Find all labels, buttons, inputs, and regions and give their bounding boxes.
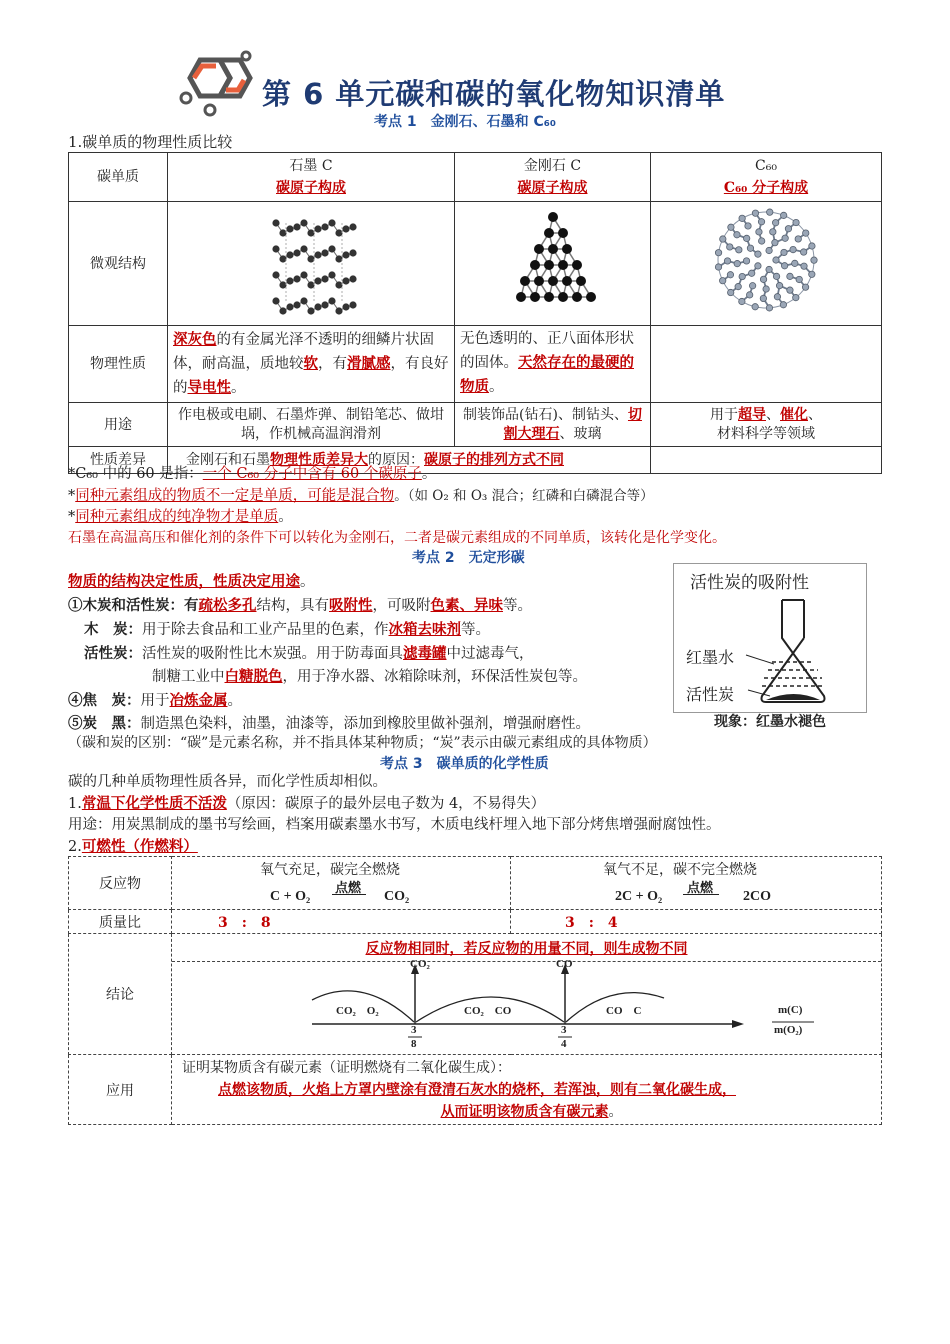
incomplete-combustion-cell: 氧气不足，碳不完全燃烧 2C + O₂ 点燃 2CO — [511, 857, 882, 910]
combustion-table — [68, 856, 882, 1125]
label-red-ink: 红墨水 — [686, 648, 735, 667]
tick1-denominator: 8 — [411, 1038, 417, 1050]
note-element-substance: *同种元素组成的纯净物才是单质。 — [68, 509, 293, 525]
graphite-structure-image — [168, 202, 455, 326]
axis-xlabel-den: m(O₂) — [774, 1024, 803, 1036]
s3-line4: 2.可燃性（作燃料） — [68, 838, 198, 855]
row-label: 碳单质 — [69, 153, 168, 202]
s2-line8: （碳和炭的区别：“碳”是元素名称，并不指具体某种物质；“炭”表示由碳元素组成的具体物质） — [68, 735, 657, 751]
adsorption-figure — [673, 563, 867, 713]
carbon-comparison-table — [68, 152, 882, 474]
application-cell: 证明某物质含有碳元素（证明燃烧有二氧化碳生成）： 点燃该物质，火焰上方罩内壁涂有澄清石灰水的烧杯，若浑浊，则有二氧化碳生成， 从而证明该物质含有碳元素。 — [172, 1055, 882, 1125]
row-label: 性质差异 — [69, 447, 168, 474]
s3-line3: 用途：用炭黑制成的墨书写绘画，档案用碳素墨水书写，木质电线杆埋入地下部分烤焦增强耐腐蚀性。 — [68, 817, 721, 833]
tick2-numerator: 3 — [561, 1024, 567, 1036]
graphite-header: 石墨 C 碳原子构成 — [168, 153, 455, 202]
diamond-physical: 无色透明的、正八面体形状的固体。天然存在的最硬的物质。 — [455, 326, 651, 403]
s3-line1: 碳的几种单质物理性质各异，而化学性质却相似。 — [68, 774, 387, 790]
label-activated-carbon: 活性炭 — [686, 685, 735, 704]
difference-empty — [651, 447, 882, 474]
figure-caption: 现象：红墨水褪色 — [714, 714, 826, 730]
s2-line4: 活性炭：活性炭的吸附性比木炭强。用于防毒面具滤毒罐中过滤毒气， — [84, 645, 534, 662]
figure-title: 活性炭的吸附性 — [690, 573, 809, 593]
c60-physical — [651, 326, 882, 403]
conclusion-cell: 反应物相同时，若反应物的用量不同，则生成物不同 CO₂ CO CO₂ O₂ CO₂ CO CO C 3 8 3 4 m(C) m(O₂) — [172, 934, 882, 1055]
row-label: 结论 — [69, 934, 172, 1055]
axis-up-co: CO — [556, 958, 573, 970]
s2-line3: 木 炭：用于除去食品和工业产品里的色素，作冰箱去味剂等。 — [84, 621, 490, 638]
axis-seg1: CO₂ O₂ — [336, 1005, 379, 1017]
axis-up-co2: CO₂ — [410, 958, 430, 970]
axis-seg3: CO C — [606, 1005, 642, 1017]
note-graphite-diamond: 石墨在高温高压和催化剂的条件下可以转化为金刚石，二者是碳元素组成的不同单质，该转化是化学变化。 — [68, 530, 726, 546]
row-label: 反应物 — [69, 857, 172, 910]
tick2-denominator: 4 — [561, 1038, 567, 1050]
note-c60: *C₆₀ 中的 60 是指：一个 C₆₀ 分子中含有 60 个碳原子。 — [68, 466, 437, 482]
section1-subheading: 1.碳单质的物理性质比较 — [68, 133, 233, 151]
s2-line6: ④焦 炭：用于冶炼金属。 — [68, 692, 242, 709]
mass-ratio-1: 3 : 8 — [172, 910, 511, 934]
graphite-physical: 深灰色的有金属光泽不透明的细鳞片状固体，耐高温，质地较软，有滑腻感，有良好的导电性。 — [168, 326, 455, 403]
section3-heading: 考点 3 碳单质的化学性质 — [380, 756, 549, 772]
graphite-use: 作电极或电刷、石墨炸弹、制铅笔芯、做坩埚，作机械高温润滑剂 — [168, 403, 455, 447]
s3-line2: 1.常温下化学性质不活泼（原因：碳原子的最外层电子数为 4，不易得失） — [68, 795, 546, 812]
c60-header: C₆₀ C₆₀ 分子构成 — [651, 153, 882, 202]
c60-structure-image — [651, 202, 882, 326]
s2-line7: ⑤炭 黑：制造黑色染料，油墨，油漆等，添加到橡胶里做补强剂，增强耐磨性。 — [68, 715, 590, 732]
diamond-structure-image — [455, 202, 651, 326]
s2-line2: ①木炭和活性炭：有疏松多孔结构，具有吸附性，可吸附色素、异味等。 — [68, 597, 532, 614]
c60-use: 用于超导、催化、 材料科学等领域 — [651, 403, 882, 447]
row-label: 应用 — [69, 1055, 172, 1125]
diamond-header: 金刚石 C 碳原子构成 — [455, 153, 651, 202]
section2-heading: 考点 2 无定形碳 — [412, 550, 525, 566]
tick1-numerator: 3 — [411, 1024, 417, 1036]
complete-combustion-cell: 氧气充足，碳完全燃烧 C + O₂ 点燃 CO₂ — [172, 857, 511, 910]
diamond-use: 制装饰品(钻石)、制钻头、切割大理石、玻璃 — [455, 403, 651, 447]
logo-icon — [170, 50, 265, 120]
row-label: 质量比 — [69, 910, 172, 934]
axis-xlabel-num: m(C) — [778, 1004, 803, 1016]
row-label: 用途 — [69, 403, 168, 447]
page-title: 第 6 单元碳和碳的氧化物知识清单 — [262, 77, 726, 111]
s2-line1: 物质的结构决定性质，性质决定用途。 — [68, 573, 315, 590]
row-label: 物理性质 — [69, 326, 168, 403]
axis-seg2: CO₂ CO — [464, 1005, 512, 1017]
row-label: 微观结构 — [69, 202, 168, 326]
mass-ratio-2: 3 : 4 — [511, 910, 882, 934]
section1-heading: 考点 1 金刚石、石墨和 C₆₀ — [374, 114, 557, 130]
difference-cell: 金刚石和石墨物理性质差异大的原因：碳原子的排列方式不同 — [168, 447, 651, 474]
note-same-element: *同种元素组成的物质不一定是单质，可能是混合物。（如 O₂ 和 O₃ 混合；红磷和白磷混合等） — [68, 488, 654, 504]
s2-line5: 制糖工业中白糖脱色，用于净水器、冰箱除味剂，环保活性炭包等。 — [152, 668, 587, 685]
